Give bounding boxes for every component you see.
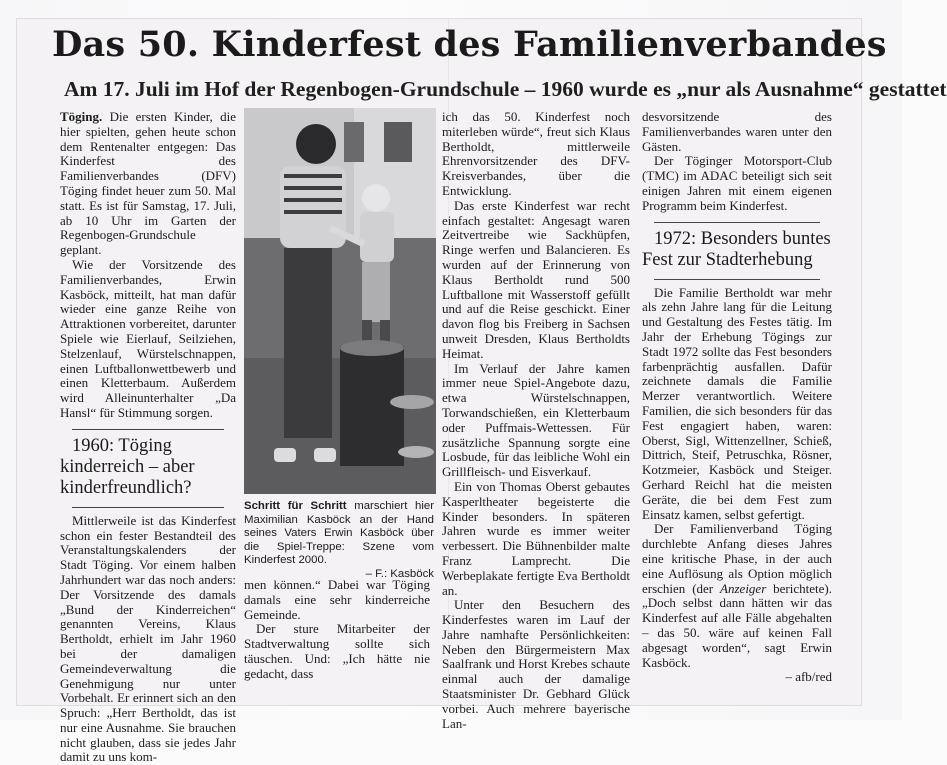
caption-text: marschiert hier Maximilian Kasböck an der Hand seines Vaters Erwin Kasböck über die Spiel-Treppe: Szene vom Kinderfest 2000. [244,500,434,566]
col1-paragraph-1: Töging. Die ersten Kinder, die hier spielten, gehen heute schon dem Rentenalter entgegen: Das Kinderfest des Familienverbandes (DFV) Töging findet heuer zum 50. Mal statt. Es ist für Samstag, 17. Juli, ab 10 Uhr im Garten der Regenbogen-Grundschule geplant. [60,109,236,258]
photo-caption [244,500,434,581]
col4-paragraph-4: Der Familienverband Töging durchlebte Anfang dieses Jahres eine kritische Phase, in der auch eine Auflösung als Option möglich erschien (der Anzeiger berichtete). „Doch selbst dann hätten wir das Kinderfest auf alle Fälle abgehalten – das 50. wäre auf keinen Fall abgesagt worden“, sagt Erwin Kasböck. [642,521,832,670]
section-subtitle-1972: 1972: Besonders buntes Fest zur Stadterhebung [642,228,831,270]
column-2-continuation [244,578,430,682]
col1-paragraph-3: Mittlerweile ist das Kinderfest schon ein fester Bestandteil des Veranstaltungskalenders der Stadt Töging. Vor einem halben Jahrhundert war das noch anders: Der Vorsitzende des damals „Bund der Kinderreichen“ genannten Vereins, Klaus Bertholdt, erhielt im Jahr 1960 bei der damaligen Gemeindeverwaltung die Genehmigung nur unter Vorbehalt. Er erinnert sich an den Spruch: „Herr Bertholdt, das ist nur eine Ausnahme. Sie brauchen nicht glauben, dass sie jedes Jahr damit zu uns kom- [60,512,236,765]
col3-paragraph-5: Unter den Besuchern des Kinderfestes waren im Lauf der Jahre namhafte Persönlichkeiten: Neben den Bürgermeistern Max Saalfrank und Horst Krebes schaute einmal auch der damalige Staatsminister Dr. Gebhard Glück vorbei. Auch mehrere bayerische Lan- [442,597,630,731]
divider-rule [654,279,820,280]
column-3 [442,110,630,731]
col1-paragraph-2: Wie der Vorsitzende des Familienverbandes, Erwin Kasböck, mitteilt, hat man dafür wieder eine ganze Reihe von Attraktionen vorbereitet, darunter Spiele wie Eierlauf, Seilziehen, Stelzenlauf, Würstelschnappen, einen Luftballonwettbewerb und einen Kletterbaum. Außerdem wird Alleinunterhalter „Da Hansl“ für Stimmung sorgen. [60,256,236,420]
col3-paragraph-4: Ein von Thomas Oberst gebautes Kasperltheater begeisterte die Kinder besonders. In späteren Jahren wurde es immer weiter verbessert. Die Bühnenbilder malte Franz Lamprecht. Die Werbeplakate fertigte Eva Bertholdt an. [442,478,630,598]
divider-rule [72,429,224,430]
col2-paragraph-2: Der sture Mitarbeiter der Stadtverwaltung sollte sich täuschen. Und: „Ich hätte nie gedacht, dass [244,621,430,681]
col2-paragraph-1: men können.“ Dabei war Töging damals eine sehr kinderreiche Gemeinde. [244,577,430,622]
photo-father-and-child [244,108,436,494]
subheadline: Am 17. Juli im Hof der Regenbogen-Grundschule – 1960 wurde es „nur als Ausnahme“ gestattet [64,77,947,101]
column-1 [60,110,236,765]
col3-paragraph-2: Das erste Kinderfest war recht einfach gestaltet: Angesagt waren Zeitvertreibe wie Sackhüpfen, Ringe werfen und Balancieren. Es wurden auf der Erinnerung von Klaus Bertholdt rund 500 Luftballone mit Wasserstoff gefüllt und auf die Reise geschickt. Einer davon flog bis Freiberg in Sachsen unweit Dresden, Klaus Bertholdts Heimat. [442,197,630,361]
headline: Das 50. Kinderfest des Familienverbandes [52,24,887,65]
col4-paragraph-2: Der Töginger Motorsport-Club (TMC) im ADAC beteiligt sich seit einigen Jahren mit einem eigenen Programm beim Kinderfest. [642,153,832,213]
col4-paragraph-3: Die Familie Bertholdt war mehr als zehn Jahre lang für die Leitung und Gestaltung des Festes tätig. Im Jahr der Erhebung Tögings zur Stadt 1972 sollte das Fest besonders farbenprächtig ausfallen. Dafür zeichnete damals die Familie Merzer verantwortlich. Weitere Familien, die sich besonders für das Fest engagiert haben, waren: Oberst, Sigl, Wittenzellner, Schieß, Dittrich, Steif, Petruschka, Rösner, Kotzmeier, Kasböck und Steiger. Gerhard Reichl hat die meisten Geräte, die bei dem Fest zum Einsatz kamen, selbst gefertigt. [642,284,832,522]
col3-paragraph-3: Im Verlauf der Jahre kamen immer neue Spiel-Angebote dazu, etwa Würstelschnappen, Torwandschießen, ein Kletterbaum oder Puffmais-Wettessen. Für zusätzliche Spannung sorgte eine Losbude, für das leibliche Wohl ein Grillfleisch- und Eisverkauf. [442,360,630,480]
col4-paragraph-1: desvorsitzende des Familienverbandes waren unter den Gästen. [642,109,832,154]
caption-bold-lead: Schritt für Schritt [244,500,347,512]
author-signature: – afb/red [785,669,832,685]
divider-rule [72,507,224,508]
dateline: Töging. [60,109,103,124]
section-subtitle-1960: 1960: Töging kinderreich – aber kinderfreundlich? [60,435,195,498]
photo-credit: – F.: Kasböck [365,567,434,580]
divider-rule [654,222,820,223]
photo-illustration [244,108,436,494]
column-4 [642,110,832,685]
newspaper-name: Anzeiger [720,580,767,596]
col3-paragraph-1: ich das 50. Kinderfest noch miterleben würde“, freut sich Klaus Bertholdt, mittlerweile Ehrenvorsitzender des DFV-Kreisverbandes, über die Entwicklung. [442,109,630,198]
